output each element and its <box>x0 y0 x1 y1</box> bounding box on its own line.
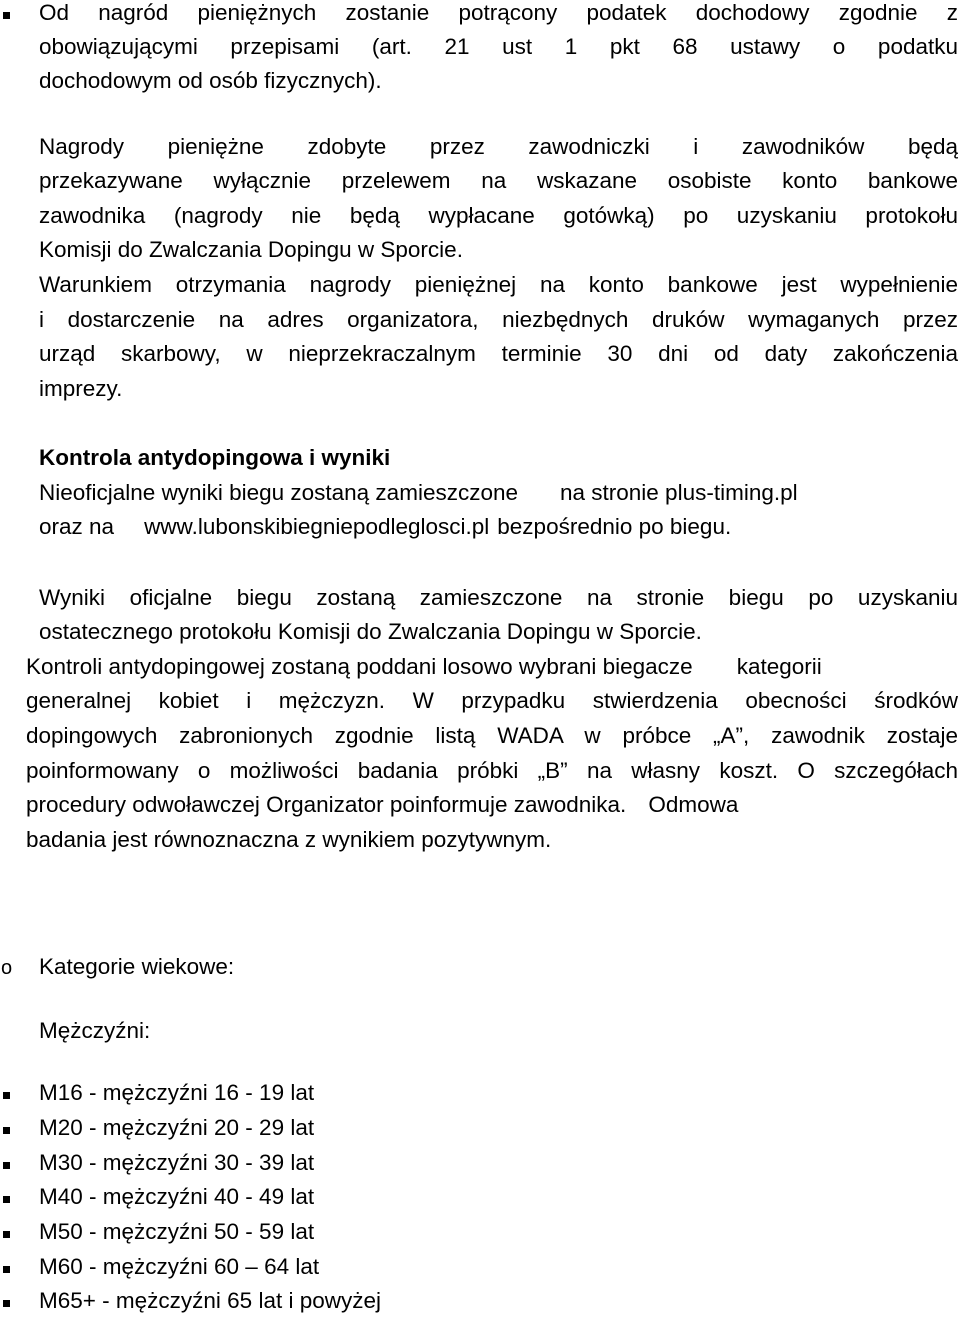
list-item: M60 - mężczyźni 60 – 64 lat <box>39 1254 320 1279</box>
list-item: M50 - mężczyźni 50 - 59 lat <box>39 1219 315 1244</box>
doping-control-line-6: badania jest równoznaczna z wynikiem pozytywnym. <box>26 827 552 852</box>
doping-section-heading: Kontrola antydopingowa i wyniki <box>39 445 391 470</box>
bullet-square <box>3 1300 10 1307</box>
prize-condition-line-3: urząd skarbowy, w nieprzekraczalnym terminie 30 dni od daty zakończenia <box>39 341 958 366</box>
prize-tax-line-2: obowiązującymi przepisami (art. 21 ust 1 pkt 68 ustawy o podatku <box>39 34 958 59</box>
prize-transfer-line-4: Komisji do Zwalczania Dopingu w Sporcie. <box>39 237 463 262</box>
doping-control-line-1 <box>26 652 958 682</box>
bullet-square <box>3 1231 10 1238</box>
doping-control-line-5 <box>26 790 958 820</box>
doping-control-line-3: dopingowych zabronionych zgodnie listą WADA w próbce „A”, zawodnik zostaje <box>26 723 958 748</box>
doping-control-line-4: poinformowany o możliwości badania próbki „B” na własny koszt. O szczegółach <box>26 758 958 783</box>
prize-tax-line-3: dochodowym od osób fizycznych). <box>39 68 382 93</box>
list-item: M20 - mężczyźni 20 - 29 lat <box>39 1115 315 1140</box>
bullet-square <box>3 1092 10 1099</box>
doping-control-line-2: generalnej kobiet i mężczyzn. W przypadku stwierdzenia obecności środków <box>26 688 958 713</box>
unofficial-results-text-a: Nieoficjalne wyniki biegu zostaną zamieszczone <box>39 480 518 505</box>
official-results-line-1: Wyniki oficjalne biegu zostaną zamieszczone na stronie biegu po uzyskaniu <box>39 585 958 610</box>
list-item: M16 - mężczyźni 16 - 19 lat <box>39 1080 315 1105</box>
unofficial-results-line-1 <box>39 478 958 508</box>
bullet-square <box>3 1162 10 1169</box>
bullet-circle: o <box>1 957 13 979</box>
doping-control-text-b: kategorii <box>736 654 822 679</box>
bullet-square <box>3 12 10 19</box>
prize-condition-line-4: imprezy. <box>39 376 123 401</box>
prize-condition-line-2: i dostarczenie na adres organizatora, niezbędnych druków wymaganych przez <box>39 307 958 332</box>
unofficial-results-text-b: na stronie plus-timing.pl <box>560 480 798 505</box>
prize-transfer-line-3: zawodnika (nagrody nie będą wypłacane gotówką) po uzyskaniu protokołu <box>39 203 958 228</box>
official-results-line-2: ostatecznego protokołu Komisji do Zwalczania Dopingu w Sporcie. <box>39 619 702 644</box>
unofficial-results-text-c: oraz na <box>39 514 115 539</box>
prize-condition-line-1: Warunkiem otrzymania nagrody pieniężnej na konto bankowe jest wypełnienie <box>39 272 958 297</box>
men-label: Mężczyźni: <box>39 1018 151 1043</box>
list-item: M65+ - mężczyźni 65 lat i powyżej <box>39 1288 382 1313</box>
doping-control-text-d: Odmowa <box>648 792 739 817</box>
results-website-url: www.lubonskibiegniepodleglosci.pl <box>144 514 490 539</box>
age-categories-title: Kategorie wiekowe: <box>39 954 235 979</box>
list-item: M30 - mężczyźni 30 - 39 lat <box>39 1150 315 1175</box>
bullet-square <box>3 1266 10 1273</box>
unofficial-results-text-d: bezpośrednio po biegu. <box>497 514 732 539</box>
prize-transfer-line-1: Nagrody pieniężne zdobyte przez zawodniczki i zawodników będą <box>39 134 958 159</box>
bullet-square <box>3 1196 10 1203</box>
unofficial-results-line-2 <box>39 512 958 542</box>
doping-control-text-c: procedury odwoławczej Organizator poinformuje zawodnika. <box>26 792 627 817</box>
prize-transfer-line-2: przekazywane wyłącznie przelewem na wskazane osobiste konto bankowe <box>39 168 958 193</box>
list-item: M40 - mężczyźni 40 - 49 lat <box>39 1184 315 1209</box>
doping-control-text-a: Kontroli antydopingowej zostaną poddani losowo wybrani biegacze <box>26 654 693 679</box>
prize-tax-line-1: Od nagród pieniężnych zostanie potrącony podatek dochodowy zgodnie z <box>39 0 958 25</box>
bullet-square <box>3 1127 10 1134</box>
